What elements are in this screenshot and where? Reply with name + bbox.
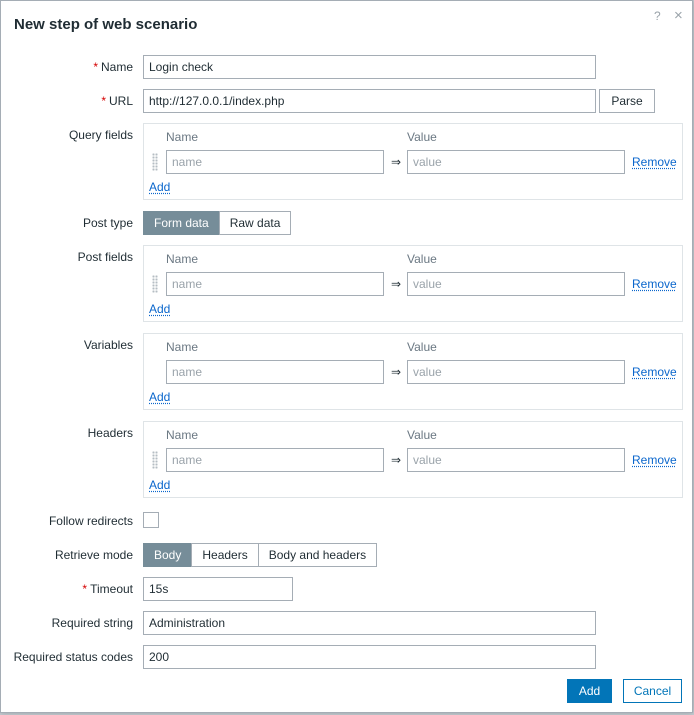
required-string-label: Required string: [51, 616, 133, 630]
column-header-value: Value: [407, 428, 437, 442]
maps-to-arrow-icon: ⇒: [391, 453, 402, 467]
header-value-input[interactable]: [407, 448, 625, 472]
retrieve-mode-body-and-headers[interactable]: Body and headers: [258, 543, 377, 567]
required-status-codes-input[interactable]: [143, 645, 596, 669]
add-post-field-link[interactable]: Add: [149, 302, 171, 316]
query-fields-label: Query fields: [68, 128, 133, 142]
column-header-name: Name: [166, 428, 199, 442]
variables-label: Variables: [83, 338, 133, 352]
retrieve-mode-body[interactable]: Body: [143, 543, 192, 567]
follow-redirects-label: Follow redirects: [48, 514, 133, 528]
url-label: * URL: [101, 94, 133, 108]
column-header-value: Value: [407, 340, 437, 354]
post-type-label: Post type: [82, 216, 133, 230]
column-header-name: Name: [166, 130, 199, 144]
retrieve-mode-label: Retrieve mode: [54, 548, 133, 562]
timeout-label: * Timeout: [82, 582, 133, 596]
drag-handle-icon[interactable]: [152, 275, 158, 293]
post-field-value-input[interactable]: [407, 272, 625, 296]
add-header-link[interactable]: Add: [149, 478, 171, 492]
add-query-field-link[interactable]: Add: [149, 180, 171, 194]
close-icon[interactable]: ×: [674, 7, 683, 24]
follow-redirects-checkbox[interactable]: [143, 512, 159, 528]
post-type-toggle: [143, 211, 291, 235]
query-field-value-input[interactable]: [407, 150, 625, 174]
headers-table: [143, 421, 683, 498]
add-variable-link[interactable]: Add: [149, 390, 171, 404]
parse-button[interactable]: Parse: [599, 89, 655, 113]
retrieve-mode-headers[interactable]: Headers: [191, 543, 258, 567]
required-status-codes-label: Required status codes: [13, 650, 133, 664]
required-string-input[interactable]: [143, 611, 596, 635]
column-header-value: Value: [407, 130, 437, 144]
add-button[interactable]: Add: [567, 679, 612, 703]
post-type-form-data[interactable]: Form data: [143, 211, 220, 235]
variables-table: [143, 333, 683, 410]
drag-handle-icon[interactable]: [152, 451, 158, 469]
post-fields-label: Post fields: [77, 250, 133, 264]
name-label: * Name: [93, 60, 133, 74]
cancel-button[interactable]: Cancel: [623, 679, 682, 703]
url-input[interactable]: [143, 89, 596, 113]
maps-to-arrow-icon: ⇒: [391, 277, 402, 291]
query-field-name-input[interactable]: [166, 150, 384, 174]
query-fields-table: [143, 123, 683, 200]
column-header-value: Value: [407, 252, 437, 266]
dialog-title: New step of web scenario: [14, 16, 198, 33]
variable-name-input[interactable]: [166, 360, 384, 384]
post-field-name-input[interactable]: [166, 272, 384, 296]
column-header-name: Name: [166, 252, 199, 266]
help-icon[interactable]: ?: [654, 9, 661, 23]
timeout-input[interactable]: [143, 577, 293, 601]
post-fields-table: [143, 245, 683, 322]
remove-link[interactable]: Remove: [632, 155, 677, 169]
header-name-input[interactable]: [166, 448, 384, 472]
remove-link[interactable]: Remove: [632, 365, 677, 379]
post-type-raw-data[interactable]: Raw data: [219, 211, 292, 235]
maps-to-arrow-icon: ⇒: [391, 155, 402, 169]
headers-label: Headers: [87, 426, 133, 440]
drag-handle-icon[interactable]: [152, 153, 158, 171]
name-input[interactable]: [143, 55, 596, 79]
remove-link[interactable]: Remove: [632, 277, 677, 291]
remove-link[interactable]: Remove: [632, 453, 677, 467]
column-header-name: Name: [166, 340, 199, 354]
retrieve-mode-toggle: [143, 543, 377, 567]
variable-value-input[interactable]: [407, 360, 625, 384]
maps-to-arrow-icon: ⇒: [391, 365, 402, 379]
